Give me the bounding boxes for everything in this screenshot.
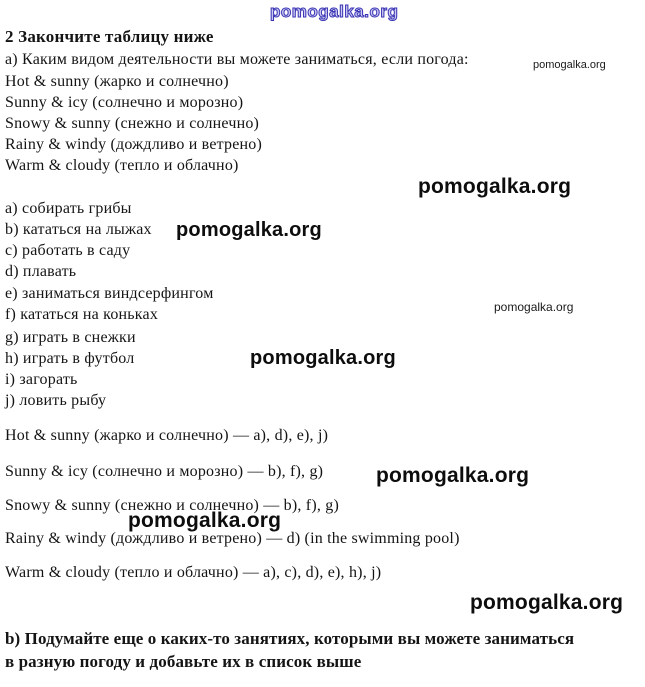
watermark-bold-overlapping: pomogalka.org [128, 509, 282, 532]
activity-line: f) кататься на коньках [5, 306, 159, 323]
weather-condition-line: Snowy & sunny (снежно и солнечно) [5, 115, 260, 132]
activity-line: j) ловить рыбу [5, 392, 107, 409]
watermark-small-right: pomogalka.org [494, 300, 574, 314]
activity-line: g) играть в снежки [5, 329, 136, 346]
task-a-prompt: а) Каким видом деятельности вы можете заниматься, если погода: [5, 51, 469, 68]
watermark-site-logo-top: pomogalka.org [270, 2, 399, 21]
watermark-small-after-prompt: pomogalka.org [533, 59, 606, 71]
task-title: 2 Закончите таблицу ниже [5, 27, 214, 46]
watermark-bold-beside-activity-b: pomogalka.org [176, 219, 322, 241]
watermark-bold-beside-activity-h: pomogalka.org [250, 347, 396, 369]
watermark-bold-after-answer-2: pomogalka.org [376, 464, 530, 487]
answer-line: Warm & cloudy (тепло и облачно) — a), c), d), e), h), j) [5, 564, 382, 581]
watermark-bold-bottom: pomogalka.org [470, 591, 624, 614]
activity-line: c) работать в саду [5, 242, 131, 259]
activity-line: i) загорать [5, 371, 78, 388]
activity-line: a) собирать грибы [5, 200, 132, 217]
answer-line: Rainy & windy (дождливо и ветрено) — d) (in the swimming pool) [5, 530, 460, 547]
weather-condition-line: Rainy & windy (дождливо и ветрено) [5, 136, 263, 153]
activity-line: e) заниматься виндсерфингом [5, 285, 214, 302]
answer-line: Sunny & icy (солнечно и морозно) — b), f), g) [5, 463, 324, 480]
task-b-line-1: b) Подумайте еще о каких-то занятиях, которыми вы можете заниматься [5, 629, 575, 648]
activity-line: d) плавать [5, 263, 77, 280]
activity-line: h) играть в футбол [5, 350, 135, 367]
answer-line: Snowy & sunny (снежно и солнечно) — b), f), g) [5, 497, 339, 514]
weather-condition-line: Warm & cloudy (тепло и облачно) [5, 157, 239, 174]
answer-line: Hot & sunny (жарко и солнечно) — a), d), e), j) [5, 427, 329, 444]
weather-condition-line: Hot & sunny (жарко и солнечно) [5, 73, 229, 90]
task-b-line-2: в разную погоду и добавьте их в список выше [5, 652, 362, 671]
watermark-bold-mid-1: pomogalka.org [418, 175, 572, 198]
activity-line: b) кататься на лыжах [5, 221, 152, 238]
weather-condition-line: Sunny & icy (солнечно и морозно) [5, 94, 244, 111]
